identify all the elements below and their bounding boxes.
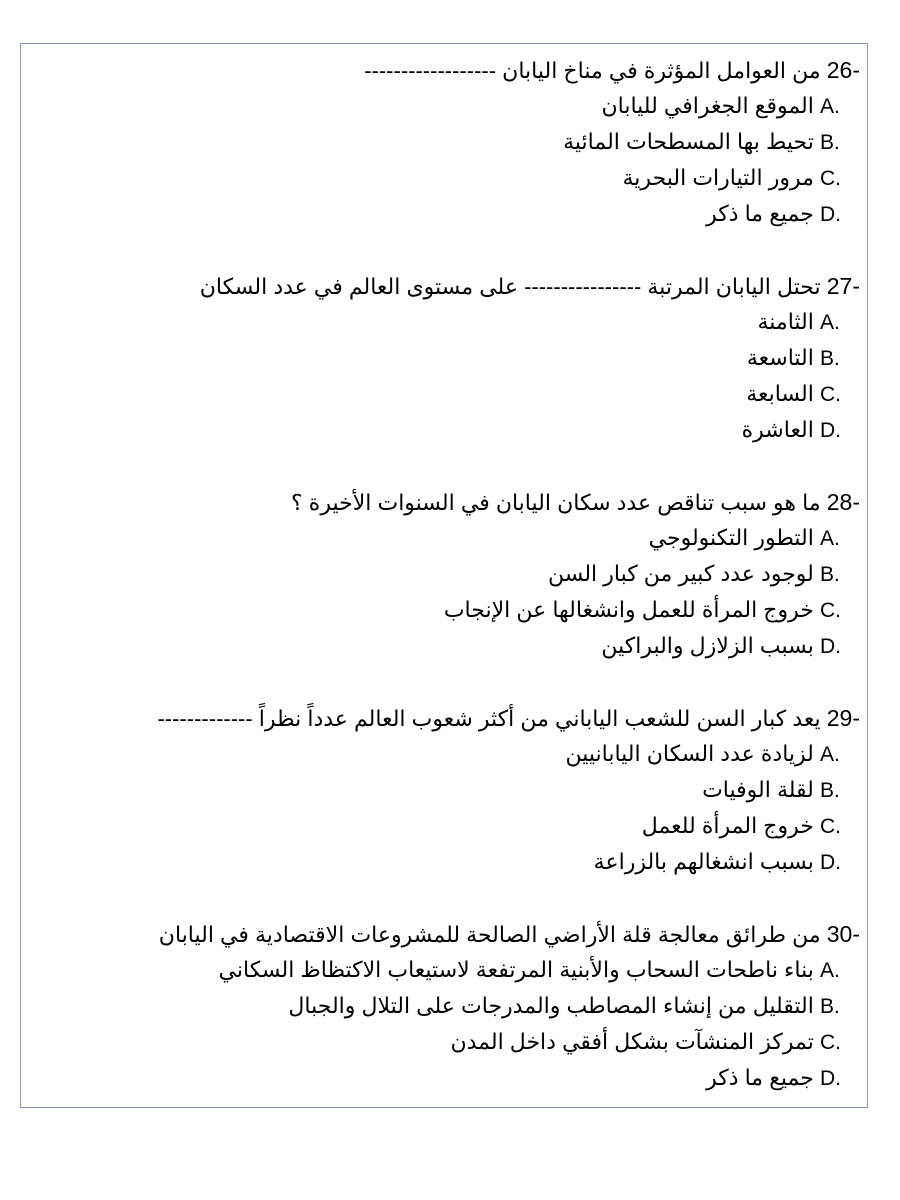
option-text: خروج المرأة للعمل xyxy=(641,813,814,838)
option-d[interactable] xyxy=(60,196,860,232)
question-text: من طرائق معالجة قلة الأراضي الصالحة للمشروعات الاقتصادية في اليابان xyxy=(158,922,821,947)
option-text: تمركز المنشآت بشكل أفقي داخل المدن xyxy=(450,1029,814,1054)
question-number: 30- xyxy=(826,921,860,947)
option-d[interactable] xyxy=(60,1060,860,1096)
option-text: تحيط بها المسطحات المائية xyxy=(563,129,814,154)
question-stem xyxy=(60,268,860,304)
question-number: 27- xyxy=(826,273,860,299)
option-text: الثامنة xyxy=(757,309,814,334)
option-text: بسبب الزلازل والبراكين xyxy=(601,633,814,658)
option-a[interactable] xyxy=(60,952,860,988)
option-b[interactable] xyxy=(60,772,860,808)
question-text: تحتل اليابان المرتبة ---------------- على مستوى العالم في عدد السكان xyxy=(199,274,821,299)
option-letter: D. xyxy=(820,419,841,442)
option-c[interactable] xyxy=(60,808,860,844)
option-text: مرور التيارات البحرية xyxy=(622,165,814,190)
option-c[interactable] xyxy=(60,592,860,628)
option-letter: D. xyxy=(820,1067,841,1090)
option-b[interactable] xyxy=(60,556,860,592)
question-text: من العوامل المؤثرة في مناخ اليابان ------------------ xyxy=(364,58,821,83)
question-number: 29- xyxy=(826,705,860,731)
question-29 xyxy=(60,700,860,880)
question-stem xyxy=(60,52,860,88)
option-a[interactable] xyxy=(60,736,860,772)
option-text: جميع ما ذكر xyxy=(706,1065,814,1090)
option-a[interactable] xyxy=(60,520,860,556)
option-text: التقليل من إنشاء المصاطب والمدرجات على التلال والجبال xyxy=(288,993,814,1018)
option-a[interactable] xyxy=(60,88,860,124)
option-letter: D. xyxy=(820,851,841,874)
option-text: السابعة xyxy=(746,381,814,406)
option-letter: A. xyxy=(820,95,840,118)
question-number: 28- xyxy=(826,489,860,515)
option-d[interactable] xyxy=(60,412,860,448)
option-text: بناء ناطحات السحاب والأبنية المرتفعة لاستيعاب الاكتظاظ السكاني xyxy=(218,957,814,982)
option-b[interactable] xyxy=(60,124,860,160)
option-c[interactable] xyxy=(60,160,860,196)
option-letter: C. xyxy=(820,167,841,190)
option-d[interactable] xyxy=(60,844,860,880)
option-letter: B. xyxy=(820,995,840,1018)
question-stem xyxy=(60,700,860,736)
question-27 xyxy=(60,268,860,448)
question-text: ما هو سبب تناقص عدد سكان اليابان في السنوات الأخيرة ؟ xyxy=(291,490,821,515)
option-text: العاشرة xyxy=(741,417,814,442)
option-text: الموقع الجغرافي لليابان xyxy=(601,93,814,118)
option-a[interactable] xyxy=(60,304,860,340)
option-b[interactable] xyxy=(60,988,860,1024)
option-letter: A. xyxy=(820,311,840,334)
option-text: لوجود عدد كبير من كبار السن xyxy=(547,561,814,586)
option-text: التطور التكنولوجي xyxy=(648,525,814,550)
option-letter: C. xyxy=(820,383,841,406)
option-letter: D. xyxy=(820,635,841,658)
option-letter: C. xyxy=(820,1031,841,1054)
option-letter: B. xyxy=(820,779,840,802)
question-26 xyxy=(60,52,860,232)
option-letter: B. xyxy=(820,563,840,586)
option-letter: B. xyxy=(820,131,840,154)
option-letter: A. xyxy=(820,959,840,982)
option-b[interactable] xyxy=(60,340,860,376)
option-letter: A. xyxy=(820,527,840,550)
option-text: بسبب انشغالهم بالزراعة xyxy=(593,849,814,874)
option-text: خروج المرأة للعمل وانشغالها عن الإنجاب xyxy=(443,597,814,622)
question-list xyxy=(60,52,860,1132)
option-letter: C. xyxy=(820,599,841,622)
option-text: لزيادة عدد السكان اليابانيين xyxy=(565,741,814,766)
option-text: لقلة الوفيات xyxy=(702,777,814,802)
option-c[interactable] xyxy=(60,1024,860,1060)
question-28 xyxy=(60,484,860,664)
option-letter: D. xyxy=(820,203,841,226)
question-number: 26- xyxy=(826,57,860,83)
question-stem xyxy=(60,916,860,952)
question-stem xyxy=(60,484,860,520)
option-letter: A. xyxy=(820,743,840,766)
option-text: التاسعة xyxy=(746,345,814,370)
option-letter: B. xyxy=(820,347,840,370)
question-text: يعد كبار السن للشعب الياباني من أكثر شعوب العالم عدداً نظراً ------------- xyxy=(157,706,821,731)
option-text: جميع ما ذكر xyxy=(706,201,814,226)
question-30 xyxy=(60,916,860,1096)
option-d[interactable] xyxy=(60,628,860,664)
option-letter: C. xyxy=(820,815,841,838)
option-c[interactable] xyxy=(60,376,860,412)
